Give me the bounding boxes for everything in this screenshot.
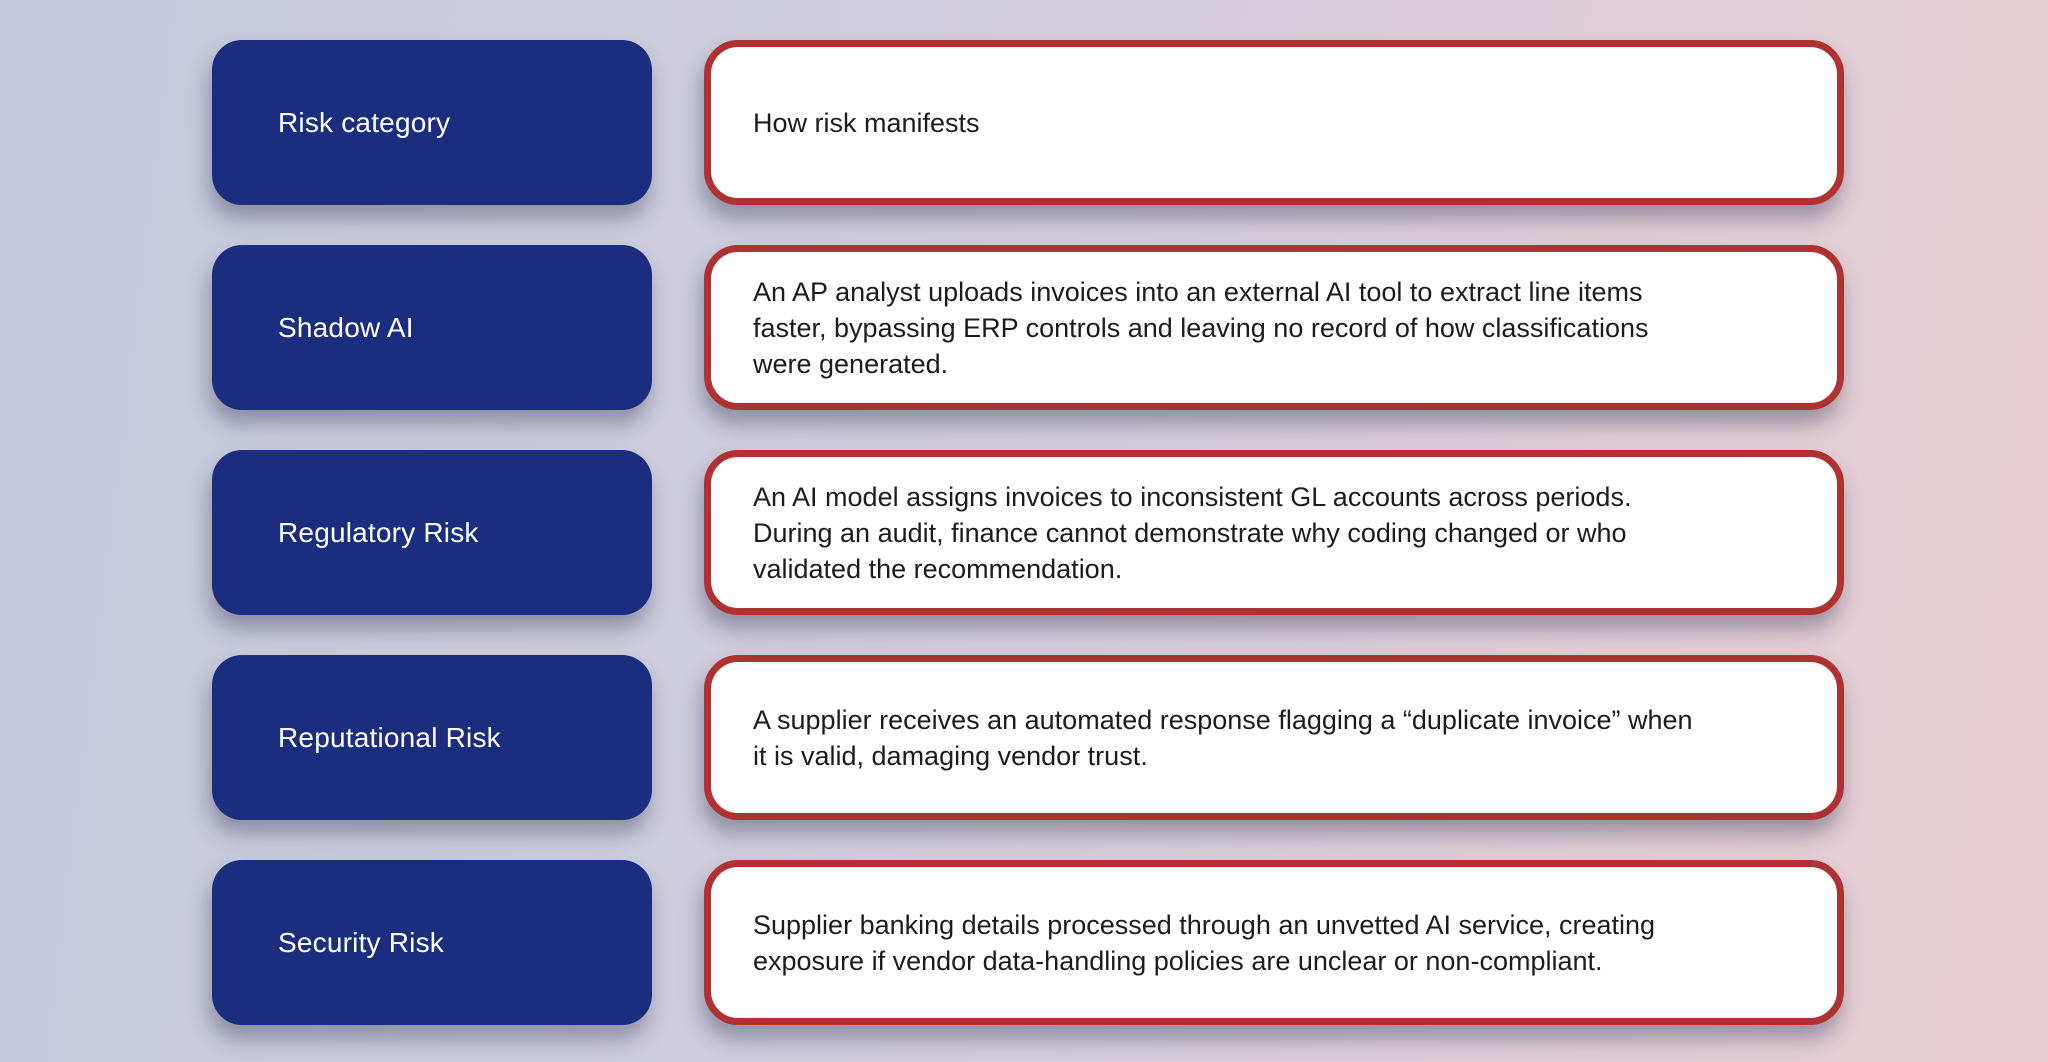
risk-description-cell (704, 860, 1844, 1025)
table-row (212, 655, 1844, 820)
risk-category-label: Regulatory Risk (278, 516, 479, 548)
risk-description-text: A supplier receives an automated response flagging a “duplicate invoice” when it is valid, damaging vendor trust. (753, 704, 1693, 771)
risk-description-text: An AI model assigns invoices to inconsistent GL accounts across periods. During an audit, finance cannot demonstrate why coding changed or who validated the recommendation. (753, 481, 1632, 584)
risk-description-cell (704, 245, 1844, 410)
header-description-text: How risk manifests (753, 107, 980, 138)
risk-category-cell (212, 860, 652, 1025)
risk-category-label: Reputational Risk (278, 721, 501, 753)
table-row (212, 860, 1844, 1025)
risk-category-cell (212, 655, 652, 820)
table-row (212, 245, 1844, 410)
risk-description-text: An AP analyst uploads invoices into an external AI tool to extract line items faster, bypassing ERP controls and leaving no record of how classifications were generated. (753, 276, 1649, 379)
risk-category-cell (212, 450, 652, 615)
table-row (212, 450, 1844, 615)
risk-description-text: Supplier banking details processed through an unvetted AI service, creating exposure if vendor data-handling policies are unclear or non-compliant. (753, 909, 1656, 976)
header-description-cell (704, 40, 1844, 205)
risk-description-cell (704, 655, 1844, 820)
risk-category-label: Shadow AI (278, 311, 414, 343)
risk-table (212, 40, 1844, 1025)
risk-category-cell (212, 245, 652, 410)
header-category-label: Risk category (278, 106, 451, 138)
risk-description-cell (704, 450, 1844, 615)
risk-category-label: Security Risk (278, 926, 444, 958)
header-category-cell (212, 40, 652, 205)
header-row (212, 40, 1844, 205)
